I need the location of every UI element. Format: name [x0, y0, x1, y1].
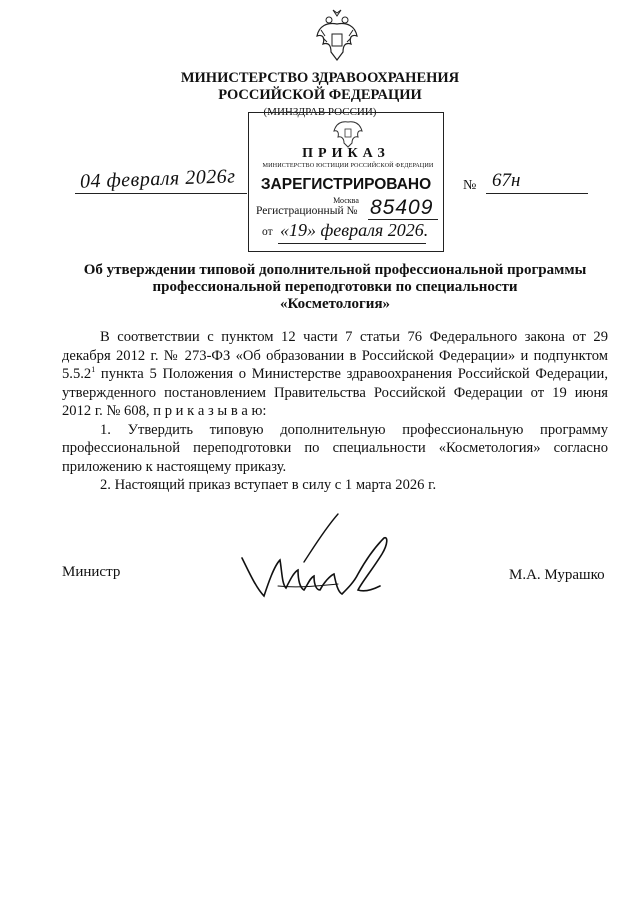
ministry-name-line2: РОССИЙСКОЙ ФЕДЕРАЦИИ — [218, 87, 422, 103]
order-title — [60, 262, 610, 313]
stamp-organization: МИНИСТЕРСТВО ЮСТИЦИИ РОССИЙСКОЙ ФЕДЕРАЦИИ — [262, 162, 434, 169]
stamp-reg-number: 85409 — [370, 196, 434, 219]
stamp-emblem-icon — [331, 118, 365, 148]
stamp-reg-date-label: от — [262, 226, 273, 238]
title-line2: профессиональной переподготовки по специальности — [152, 279, 518, 295]
stamp-city: Москва — [333, 196, 359, 205]
signatory-position: Министр — [62, 564, 121, 580]
ministry-abbreviation: (МИНЗДРАВ РОССИИ) — [263, 106, 377, 118]
preamble-superscript: 1 — [91, 365, 96, 375]
order-number: 67н — [492, 170, 521, 191]
stamp-registered: ЗАРЕГИСТРИРОВАНО — [260, 176, 432, 193]
signatory-name: М.А. Мурашко — [509, 567, 605, 583]
order-item-1: 1. Утвердить типовую дополнительную профессиональную программу профессиональной переподготовки по специальности «Косметология» согласно приложению к настоящему приказу. — [62, 421, 608, 475]
title-line3: «Косметология» — [279, 296, 391, 312]
title-line1: Об утверждении типовой дополнительной профессиональной программы — [83, 262, 587, 278]
coat-of-arms-icon — [315, 8, 359, 64]
order-date: 04 февраля 2026г — [79, 165, 236, 193]
ministry-name-line1: МИНИСТЕРСТВО ЗДРАВООХРАНЕНИЯ — [180, 70, 460, 86]
order-number-label: № — [463, 178, 477, 193]
handwritten-signature — [238, 510, 408, 614]
order-date-underline — [75, 193, 247, 194]
order-body — [62, 328, 608, 495]
stamp-reg-date-underline — [278, 243, 426, 244]
stamp-reg-number-label: Регистрационный № — [256, 205, 358, 217]
order-item-2: 2. Настоящий приказ вступает в силу с 1 марта 2026 г. — [100, 477, 437, 493]
stamp-reg-date: «19» февраля 2026. — [280, 220, 429, 240]
order-number-underline — [486, 193, 588, 194]
preamble-text-a: В соответствии с пунктом 12 части 7 статьи 76 Федерального закона от 29 декабря 2012 г. № 273-ФЗ «Об образовании в Российской Федерации» и подпунктом 5.5.2 — [62, 329, 608, 382]
document-type: ПРИКАЗ — [302, 146, 390, 161]
preamble-paragraph — [62, 328, 608, 421]
preamble-text-b: пункта 5 Положения о Министерстве здравоохранения Российской Федерации, утвержденного постановлением Правительства Российской Федерации от 19 июня 2012 г. № 608, п р и к а з ы в а ю: — [62, 366, 608, 419]
